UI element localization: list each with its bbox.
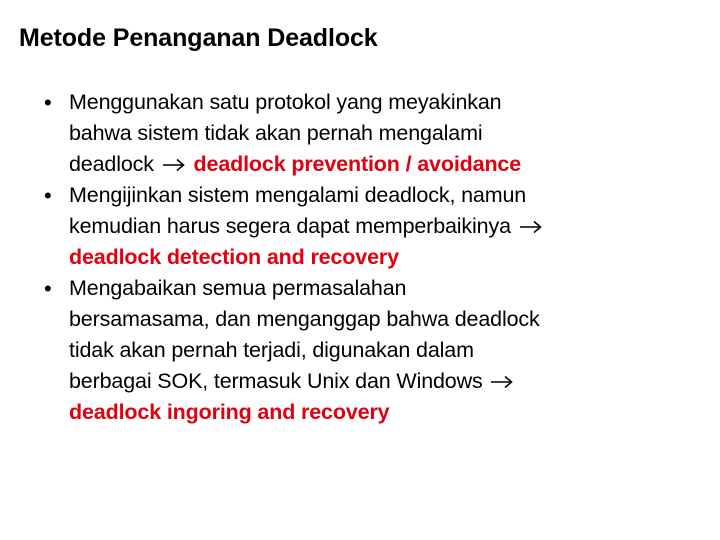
bullet-text-line: Menggunakan satu protokol yang meyakinkan [69, 90, 502, 114]
bullet-text: deadlock [69, 152, 154, 176]
bullet-list [44, 87, 704, 428]
bullet-dot-icon: • [44, 183, 52, 208]
bullet-item-prevention [44, 87, 704, 180]
bullet-text-line [69, 211, 704, 242]
right-arrow-icon [490, 375, 514, 389]
highlight-text: deadlock ingoring and recovery [69, 400, 390, 424]
right-arrow-icon [519, 220, 543, 234]
bullet-dot-icon: • [44, 276, 52, 301]
bullet-dot-icon: • [44, 90, 52, 115]
bullet-text-line: tidak akan pernah terjadi, digunakan dalam [69, 338, 474, 362]
slide-title: Metode Penanganan Deadlock [19, 24, 378, 52]
right-arrow-icon [162, 158, 186, 172]
bullet-text-line: Mengabaikan semua permasalahan [69, 276, 407, 300]
bullet-item-detection [44, 180, 704, 273]
bullet-text-line: Mengijinkan sistem mengalami deadlock, namun [69, 183, 527, 207]
bullet-text-line: bersamasama, dan menganggap bahwa deadlock [69, 307, 540, 331]
bullet-text-line [69, 366, 704, 397]
bullet-item-ignoring [44, 273, 704, 428]
highlight-text: deadlock detection and recovery [69, 245, 399, 269]
bullet-text: berbagai SOK, termasuk Unix dan Windows [69, 369, 483, 393]
bullet-text-line [69, 149, 704, 180]
bullet-text: kemudian harus segera dapat memperbaikinya [69, 214, 511, 238]
highlight-text: deadlock prevention / avoidance [193, 152, 522, 176]
bullet-text-line: bahwa sistem tidak akan pernah mengalami [69, 121, 483, 145]
